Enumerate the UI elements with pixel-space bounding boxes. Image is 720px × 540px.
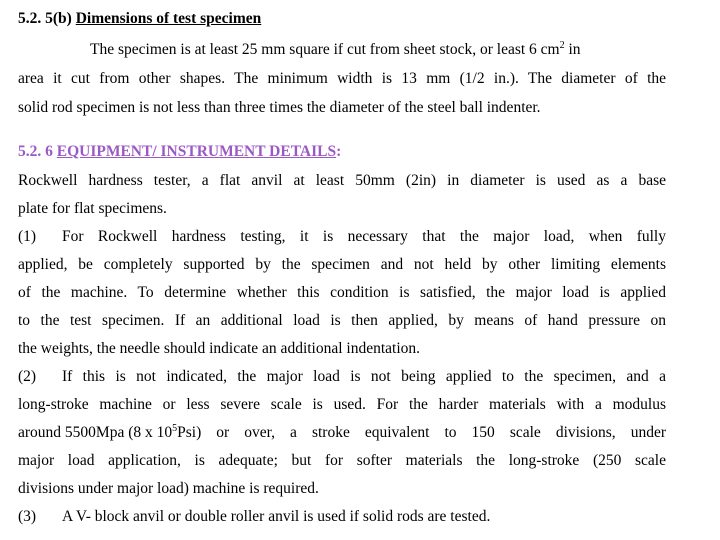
list-item-1-line-4: to the test specimen. If an additional load is then applied, by means of hand pressure on — [18, 312, 666, 329]
list-item-1-line-3: of the machine. To determine whether this condition is satisfied, the major load is applied — [18, 284, 666, 301]
list-item-2-line-5: divisions under major load) machine is required. — [18, 480, 319, 497]
section-5b-heading — [18, 10, 261, 28]
section-6-title: EQUIPMENT/ INSTRUMENT DETAILS — [56, 143, 337, 160]
section-5b-paragraph-line-1: The specimen is at least 25 mm square if cut from sheet stock, or least 6 $cm^2$ in — [90, 40, 581, 58]
list-item-3 — [18, 508, 490, 526]
section-5b-number: 5.2. 5(b) — [18, 10, 72, 27]
section-5b-title: Dimensions of test specimen — [75, 10, 262, 27]
list-item-3-line-1: A V- block anvil or double roller anvil is used if solid rods are tested. — [62, 508, 491, 525]
list-item-1-line-2: applied, be completely supported by the specimen and not held by other limiting elements — [18, 256, 666, 273]
section-6-colon: : — [336, 143, 342, 160]
section-5b-paragraph-line-3: solid rod specimen is not less than three times the diameter of the steel ball indenter. — [18, 99, 541, 116]
intro-line-2: plate for flat specimens. — [18, 200, 167, 217]
list-item-1-line-1: For Rockwell hardness testing, it is necessary that the major load, when fully — [62, 228, 666, 245]
section-6-number: 5.2. 6 — [18, 143, 53, 160]
list-item-2-marker: (2) — [18, 368, 37, 385]
list-item-2-line-2: long-stroke machine or less severe scale is used. For the harder materials with a modulus — [18, 396, 666, 413]
list-item-2-line-1: If this is not indicated, the major load is not being applied to the specimen, and a — [62, 368, 666, 385]
list-item-1-line-5: the weights, the needle should indicate an additional indentation. — [18, 340, 421, 357]
list-item-3-marker: (3) — [18, 508, 37, 525]
intro-line-1: Rockwell hardness tester, a flat anvil at least 50mm (2in) in diameter is used as a base — [18, 172, 666, 189]
section-6-heading — [18, 143, 341, 161]
section-5b-paragraph-line-2: area it cut from other shapes. The minimum width is 13 mm (1/2 in.). The diameter of the — [18, 70, 666, 87]
list-item-2-line-4: major load application, is adequate; but for softer materials the long-stroke (250 scale — [18, 452, 666, 469]
list-item-2 — [18, 368, 666, 386]
list-item-2-line-3: around 5500Mpa (8 x $10^5$ Psi) or over, a stroke equivalent to 150 scale divisions, under — [18, 423, 666, 441]
list-item-1 — [18, 228, 666, 246]
list-item-1-marker: (1) — [18, 228, 37, 245]
